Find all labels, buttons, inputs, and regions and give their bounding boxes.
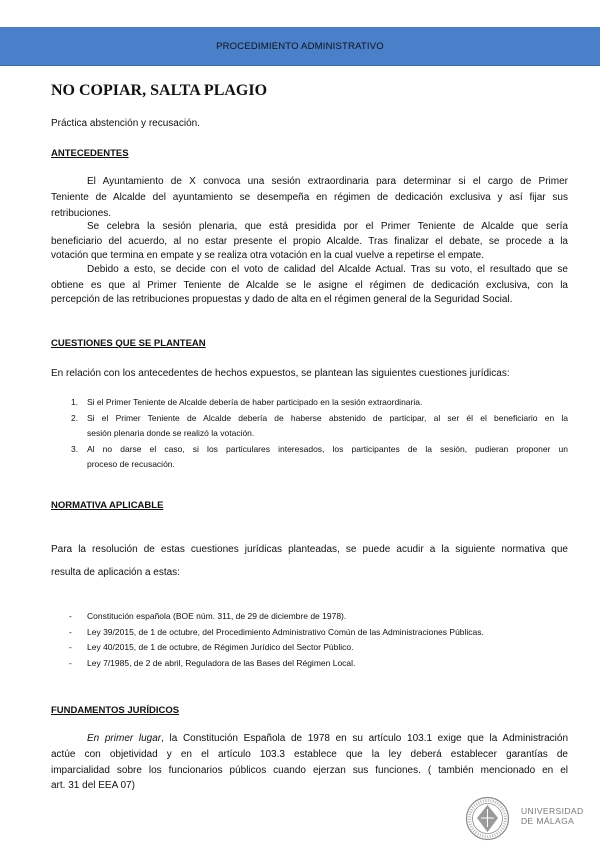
bullet-dash: - xyxy=(69,642,72,652)
bullet-dash: - xyxy=(69,611,72,621)
fundamentos-line xyxy=(87,733,568,744)
antecedentes-line: Se celebra la sesión plenaria, que está presidida por el Primer Teniente de Alcalde que sería xyxy=(87,221,568,232)
list-item: Ley 39/2015, de 1 de octubre, del Procedimiento Administrativo Común de las Administraciones Públicas. xyxy=(87,627,484,637)
document-title: NO COPIAR, SALTA PLAGIO xyxy=(51,82,268,99)
list-item: Constitución española (BOE núm. 311, de 29 de diciembre de 1978). xyxy=(87,611,347,621)
list-item: Ley 7/1985, de 2 de abril, Reguladora de las Bases del Régimen Local. xyxy=(87,658,356,668)
antecedentes-line: obtiene es que al Primer Teniente de Alcalde se le asigne el régimen de dedicación exclusiva, con la xyxy=(51,280,568,291)
antecedentes-line: El Ayuntamiento de X convoca una sesión extraordinaria para determinar si el cargo de Primer xyxy=(87,176,568,187)
normativa-intro: Para la resolución de estas cuestiones jurídicas planteadas, se puede acudir a la siguiente normativa que xyxy=(51,544,568,555)
normativa-heading: NORMATIVA APLICABLE xyxy=(51,500,164,511)
list-item: Si el Primer Teniente de Alcalde debería de haberse abstenido de participar, al ser él el beneficiario en la xyxy=(87,413,568,423)
list-item: sesión plenaria donde se realizó la votación. xyxy=(87,428,255,438)
list-number: 1. xyxy=(71,397,79,407)
bullet-dash: - xyxy=(69,627,72,637)
italic-lead: En primer lugar xyxy=(87,733,162,744)
fundamentos-heading: FUNDAMENTOS JURÍDICOS xyxy=(51,705,180,716)
antecedentes-line: retribuciones. xyxy=(51,208,112,219)
fundamentos-text: , la Constitución Española de 1978 en su artículo 103.1 exige que la Administración xyxy=(161,733,569,744)
list-number: 2. xyxy=(71,413,79,423)
fundamentos-line: imparcialidad sobre los funcionarios públicos cuando ejerzan sus funciones. ( también mencionado en el xyxy=(51,765,568,776)
university-name-line2: DE MÁLAGA xyxy=(521,816,575,826)
list-item: Ley 40/2015, de 1 de octubre, de Régimen Jurídico del Sector Público. xyxy=(87,642,354,652)
antecedentes-heading: ANTECEDENTES xyxy=(51,148,129,159)
cuestiones-intro: En relación con los antecedentes de hechos expuestos, se plantean las siguientes cuestiones jurídicas: xyxy=(51,368,510,379)
header-band xyxy=(0,27,600,66)
list-item: Al no darse el caso, si los particulares interesados, los participantes de la sesión, pudieran proponer un xyxy=(87,444,568,454)
antecedentes-line: Teniente de Alcalde del ayuntamiento se desempeña en régimen de dedicación exclusiva y así fijar sus xyxy=(51,192,568,203)
antecedentes-line: votación que termina en empate y se realiza otra votación en la cual vuelve a repetirse el empate. xyxy=(51,250,485,261)
antecedentes-line: beneficiario del acuerdo, al no estar presente el propio Alcalde. Tras finalizar el debate, se procede a la xyxy=(51,236,568,247)
antecedentes-line: Debido a esto, se decide con el voto de calidad del Alcalde Actual. Tras su voto, el resultado que se xyxy=(87,264,568,275)
university-name-line1: UNIVERSIDAD xyxy=(521,806,584,816)
list-item: proceso de recusación. xyxy=(87,459,175,469)
bullet-dash: - xyxy=(69,658,72,668)
header-title: PROCEDIMIENTO ADMINISTRATIVO xyxy=(216,41,384,52)
fundamentos-line: art. 31 del EEA 07) xyxy=(51,780,135,791)
document-subtitle: Práctica abstención y recusación. xyxy=(51,118,200,129)
normativa-intro: resulta de aplicación a estas: xyxy=(51,567,180,578)
fundamentos-line: actúe con objetividad y en el artículo 103.3 establece que la ley deberá establecer garantías de xyxy=(51,749,568,760)
cuestiones-heading: CUESTIONES QUE SE PLANTEAN xyxy=(51,338,206,349)
university-name xyxy=(521,806,584,826)
list-item: Si el Primer Teniente de Alcalde debería de haber participado en la sesión extraordinaria. xyxy=(87,397,423,407)
antecedentes-line: percepción de las retribuciones propuestas y dado de alta en el régimen general de la Seguridad Social. xyxy=(51,294,513,305)
list-number: 3. xyxy=(71,444,79,454)
university-seal-icon xyxy=(465,796,510,841)
